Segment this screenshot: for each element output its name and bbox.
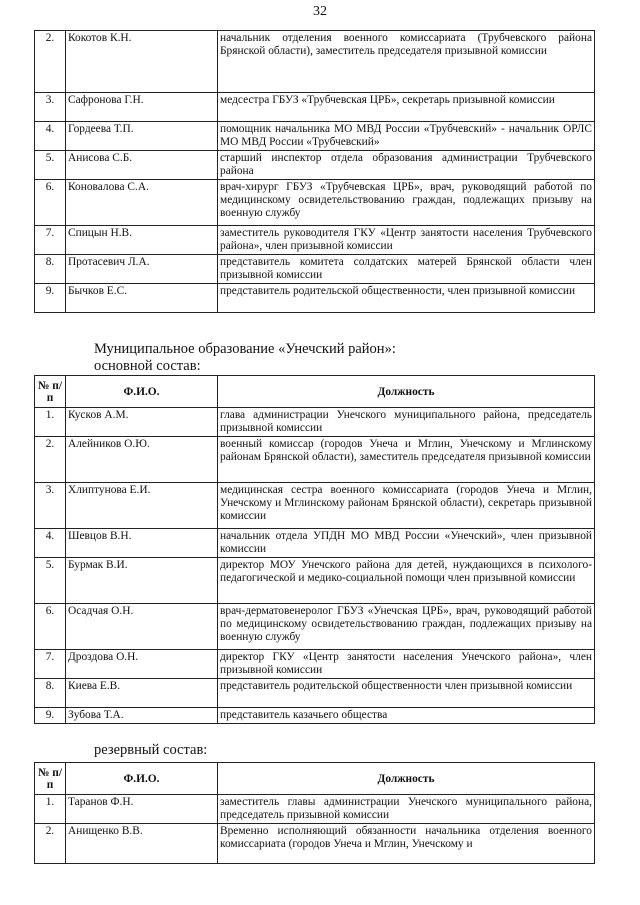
member-name: Протасевич Л.А. [66,255,218,284]
table-row [35,151,595,180]
member-name: Спицын Н.В. [66,226,218,255]
row-number: 5. [35,151,66,180]
member-name: Сафронова Г.Н. [66,93,218,122]
table-row [35,255,595,284]
member-position: директор ГКУ «Центр занятости населения Унечского района», член призывной комиссии [218,650,595,679]
row-number: 9. [35,284,66,313]
member-name: Гордеева Т.П. [66,122,218,151]
header-name: Ф.И.О. [66,763,218,795]
member-position: представитель родительской общественности член призывной комиссии [218,679,595,708]
row-number: 1. [35,795,66,824]
member-position: начальник отделения военного комиссариата (Трубчевского района Брянской области), заместитель председателя призывной комиссии [218,31,595,93]
commission-table-trubchevsk [34,30,595,313]
member-position: директор МОУ Унечского района для детей, нуждающихся в психолого-педагогической и медико-социальной помощи член призывной комиссии [218,558,595,604]
row-number: 9. [35,708,66,724]
table-row [35,558,595,604]
member-position: медицинская сестра военного комиссариата (городов Унеча и Мглин, Унечскому и Мглинскому районам Брянской области), секретарь призывной комиссии [218,483,595,529]
member-position: представитель комитета солдатских матерей Брянской области член призывной комиссии [218,255,595,284]
row-number: 3. [35,93,66,122]
section-title-unecha: Муниципальное образование «Унечский район»: [94,341,396,357]
member-position: врач-дерматовенеролог ГБУЗ «Унечская ЦРБ», врач, руководящий работой по медицинскому освидетельствованию граждан, подлежащих призыву на военную службу [218,604,595,650]
page-number: 32 [313,4,327,19]
member-name: Таранов Ф.Н. [66,795,218,824]
table-row [35,650,595,679]
member-position: начальник отдела УПДН МО МВД России «Унечский», член призывной комиссии [218,529,595,558]
table-row [35,93,595,122]
table-row [35,824,595,864]
row-number: 6. [35,180,66,226]
row-number: 4. [35,529,66,558]
row-number: 7. [35,650,66,679]
member-position: заместитель главы администрации Унечского муниципального района, председатель призывной комиссии [218,795,595,824]
member-position: глава администрации Унечского муниципального района, председатель призывной комиссии [218,408,595,437]
member-name: Анисова С.Б. [66,151,218,180]
row-number: 2. [35,437,66,483]
member-name: Коновалова С.А. [66,180,218,226]
table-header-row [35,376,595,408]
member-name: Алейников О.Ю. [66,437,218,483]
table-row [35,284,595,313]
row-number: 1. [35,408,66,437]
member-name: Шевцов В.Н. [66,529,218,558]
row-number: 7. [35,226,66,255]
member-name: Зубова Т.А. [66,708,218,724]
table-row [35,604,595,650]
table-row [35,708,595,724]
member-name: Анищенко В.В. [66,824,218,864]
table-row [35,795,595,824]
member-name: Осадчая О.Н. [66,604,218,650]
member-name: Кусков А.М. [66,408,218,437]
member-position: помощник начальника МО МВД России «Трубчевский» - начальник ОРЛС МО МВД России «Трубчевский» [218,122,595,151]
table-row [35,226,595,255]
row-number: 5. [35,558,66,604]
member-position: заместитель руководителя ГКУ «Центр занятости населения Трубчевского района», член призывной комиссии [218,226,595,255]
member-position: представитель казачьего общества [218,708,595,724]
member-position: медсестра ГБУЗ «Трубчевская ЦРБ», секретарь призывной комиссии [218,93,595,122]
table-row [35,483,595,529]
member-position: врач-хирург ГБУЗ «Трубчевская ЦРБ», врач, руководящий работой по медицинскому освидетельствованию граждан, подлежащих призыву на военную службу [218,180,595,226]
section-subtitle-main: основной состав: [94,358,201,374]
table-row [35,122,595,151]
table-row [35,679,595,708]
row-number: 8. [35,255,66,284]
header-num: № п/п [35,763,66,795]
member-position: военный комиссар (городов Унеча и Мглин, Унечскому и Мглинскому районам Брянской области), заместитель председателя призывной комиссии [218,437,595,483]
table-row [35,180,595,226]
member-name: Бурмак В.И. [66,558,218,604]
member-name: Киева Е.В. [66,679,218,708]
table-header-row [35,763,595,795]
row-number: 3. [35,483,66,529]
table-row [35,31,595,93]
member-position: представитель родительской общественности, член призывной комиссии [218,284,595,313]
row-number: 6. [35,604,66,650]
table-row [35,529,595,558]
table-row [35,437,595,483]
table-row [35,408,595,437]
member-name: Хлиптунова Е.И. [66,483,218,529]
header-position: Должность [218,376,595,408]
commission-table-unecha-reserve [34,762,595,864]
header-position: Должность [218,763,595,795]
member-name: Дроздова О.Н. [66,650,218,679]
member-position: Временно исполняющий обязанности начальника отделения военного комиссариата (городов Унеча и Мглин, Унечскому и [218,824,595,864]
row-number: 2. [35,824,66,864]
member-position: старший инспектор отдела образования администрации Трубчевского района [218,151,595,180]
header-num: № п/п [35,376,66,408]
header-name: Ф.И.О. [66,376,218,408]
member-name: Бычков Е.С. [66,284,218,313]
member-name: Кокотов К.Н. [66,31,218,93]
commission-table-unecha-main [34,375,595,724]
section-subtitle-reserve: резервный состав: [94,742,208,758]
row-number: 4. [35,122,66,151]
row-number: 2. [35,31,66,93]
row-number: 8. [35,679,66,708]
